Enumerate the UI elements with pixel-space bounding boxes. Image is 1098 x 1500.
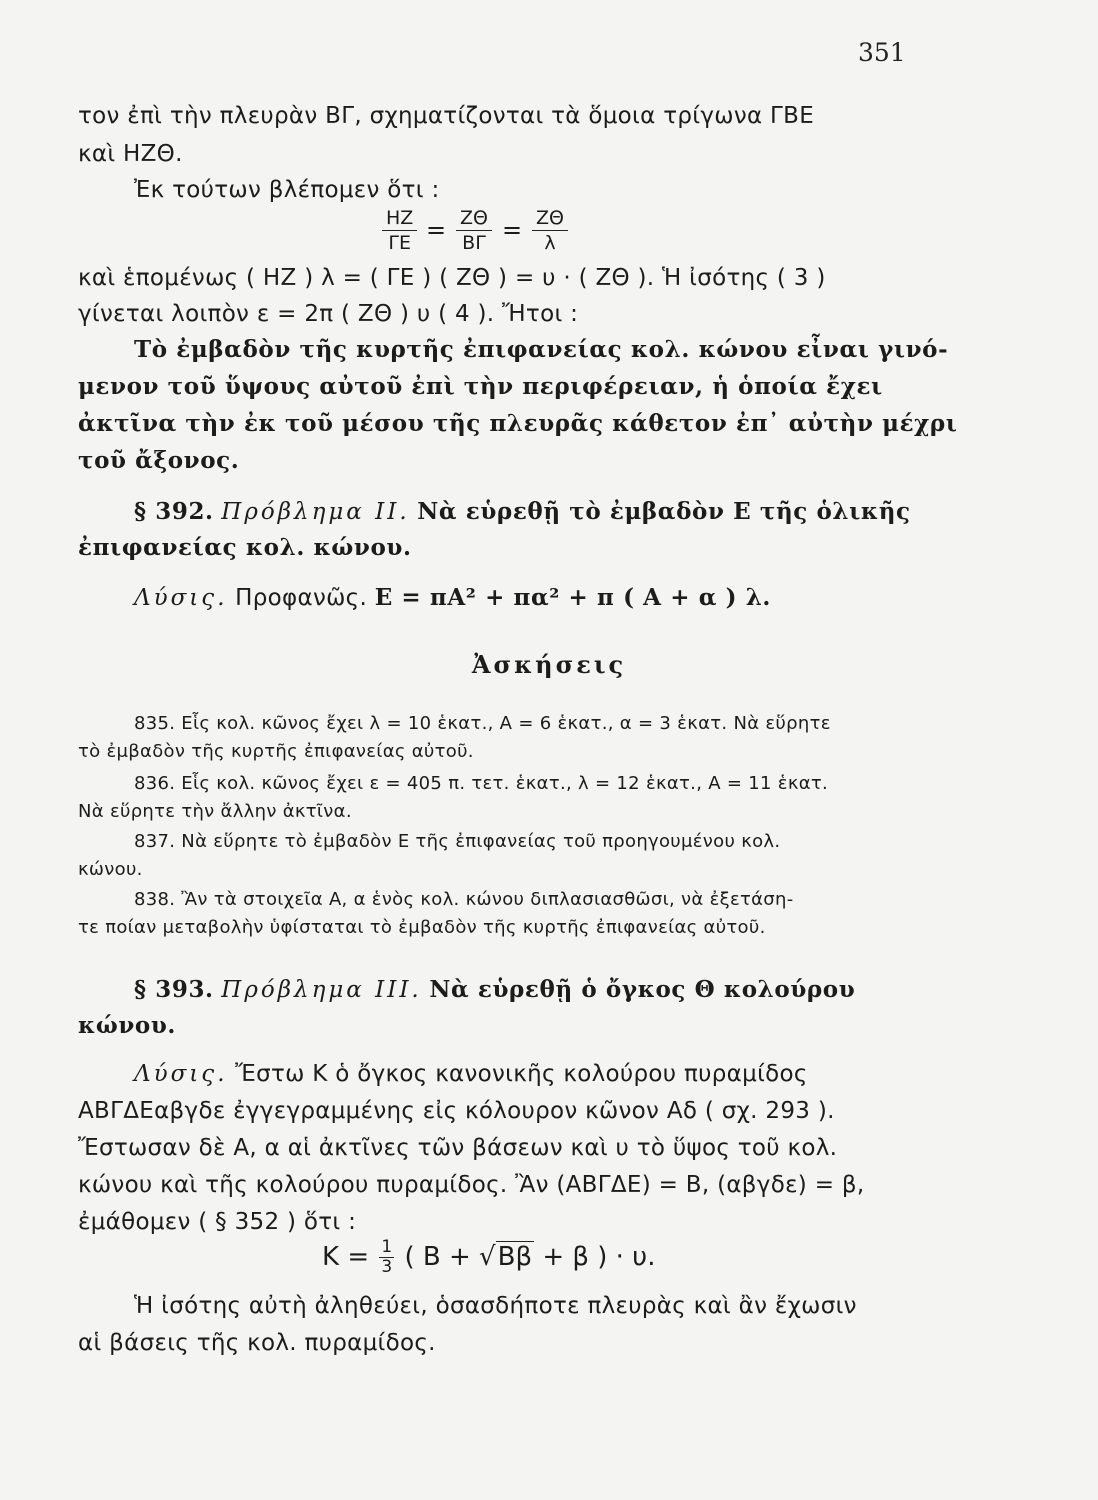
text-line: καὶ ΗΖΘ. — [78, 141, 183, 167]
problem-text: Νὰ εὑρεθῇ τὸ ἐμβαδὸν Ε τῆς ὁλικῆς — [417, 498, 911, 525]
section-heading-line — [134, 498, 911, 526]
exercise-line: τε ποίαν μεταβολὴν ὑφίσταται τὸ ἐμβαδὸν τῆς κυρτῆς ἐπιφανείας αὐτοῦ. — [78, 917, 766, 938]
solution-line — [134, 584, 771, 612]
exercise-line: Νὰ εὕρητε τὴν ἄλλην ἀκτῖνα. — [78, 801, 352, 822]
solution-line — [134, 1060, 808, 1088]
text-line — [78, 1012, 176, 1040]
text-line: ΑΒΓΔΕαβγδε ἐγγεγραμμένης εἰς κόλουρον κῶνον Αδ ( σχ. 293 ). — [78, 1098, 835, 1124]
exercise-line: 838. Ἂν τὰ στοιχεῖα Α, α ἑνὸς κολ. κώνου διπλασιασθῶσι, νὰ ἐξετάση- — [134, 889, 794, 910]
root-radicand: Ββ — [497, 1242, 533, 1272]
volume-formula — [322, 1238, 655, 1277]
solution-label: Λύσις. — [134, 1061, 228, 1087]
exercise-line: κώνου. — [78, 859, 143, 880]
exercises-heading: Ἀσκήσεις — [471, 650, 627, 679]
formula-left: Κ = — [322, 1242, 370, 1272]
text-line: καὶ ἑπομένως ( ΗΖ ) λ = ( ΓΕ ) ( ΖΘ ) = υ · ( ΖΘ ). Ἡ ἰσότης ( 3 ) — [78, 265, 826, 291]
formula-close: + β ) · υ. — [542, 1242, 656, 1272]
root-sign: √ — [479, 1242, 496, 1272]
text-line: αἱ βάσεις τῆς κολ. πυραμίδος. — [78, 1330, 436, 1356]
exercise-line: 835. Εἷς κολ. κῶνος ἔχει λ = 10 ἑκατ., Α = 6 ἑκατ., α = 3 ἑκατ. Νὰ εὕρητε — [134, 713, 831, 734]
fraction — [382, 206, 417, 255]
text-line: ἀκτῖνα τὴν ἐκ τοῦ μέσου τῆς πλευρᾶς κάθετον ἐπ᾽ αὐτὴν μέχρι — [78, 410, 958, 437]
solution-label: Λύσις. — [134, 585, 228, 611]
fraction — [456, 206, 492, 255]
exercise-line: 836. Εἷς κολ. κῶνος ἔχει ε = 405 π. τετ. ἑκατ., λ = 12 ἑκατ., Α = 11 ἑκατ. — [134, 773, 829, 794]
section-number: § 392. — [134, 498, 214, 525]
denominator: 3 — [381, 1257, 393, 1277]
text-line: ἐμάθομεν ( § 352 ) ὅτι : — [78, 1209, 357, 1235]
solution-text: Ἔστω Κ ὁ ὄγκος κανονικῆς κολούρου πυραμίδος — [235, 1061, 808, 1087]
exercise-line: 837. Νὰ εὕρητε τὸ ἐμβαδὸν Ε τῆς ἐπιφανείας τοῦ προηγουμένου κολ. — [134, 831, 781, 852]
text-line — [78, 534, 412, 562]
problem-text: ἐπιφανείας κολ. κώνου. — [78, 534, 412, 561]
problem-label: Πρόβλημα ΙΙΙ. — [221, 977, 422, 1003]
exercise-line: τὸ ἐμβαδὸν τῆς κυρτῆς ἐπιφανείας αὐτοῦ. — [78, 741, 474, 762]
text-line: τον ἐπὶ τὴν πλευρὰν ΒΓ, σχηματίζονται τὰ ὅμοια τρίγωνα ΓΒΕ — [78, 103, 815, 129]
text-line: Ἡ ἰσότης αὐτὴ ἀληθεύει, ὁσασδήποτε πλευρὰς καὶ ἂν ἔχωσιν — [134, 1293, 857, 1319]
problem-label: Πρόβλημα ΙΙ. — [221, 499, 410, 525]
formula: Ε = πΑ² + πα² + π ( Α + α ) λ. — [374, 584, 772, 611]
text-line: Τὸ ἐμβαδὸν τῆς κυρτῆς ἐπιφανείας κολ. κώνου εἶναι γινό- — [134, 336, 949, 363]
page-number: 351 — [858, 38, 906, 67]
numerator: ΖΘ — [456, 206, 492, 231]
numerator: ΗΖ — [382, 206, 417, 231]
numerator: 1 — [381, 1237, 393, 1257]
equals-sign: = — [426, 216, 447, 244]
text-line: γίνεται λοιπὸν ε = 2π ( ΖΘ ) υ ( 4 ). Ἤτοι : — [78, 301, 579, 327]
denominator: λ — [544, 232, 556, 254]
text-line: τοῦ ἄξονος. — [78, 447, 240, 474]
section-number: § 393. — [134, 976, 214, 1003]
denominator: ΒΓ — [462, 232, 486, 254]
denominator: ΓΕ — [388, 232, 411, 254]
text-line: Ἔστωσαν δὲ Α, α αἱ ἀκτῖνες τῶν βάσεων καὶ υ τὸ ὕψος τοῦ κολ. — [78, 1135, 838, 1161]
problem-text: κώνου. — [78, 1012, 177, 1039]
equals-sign: = — [502, 216, 523, 244]
problem-text: Νὰ εὑρεθῇ ὁ ὄγκος Θ κολούρου — [429, 976, 856, 1003]
text-line: Ἐκ τούτων βλέπομεν ὅτι : — [134, 177, 440, 203]
fraction — [532, 206, 568, 255]
text-line: μενον τοῦ ὕψους αὐτοῦ ἐπὶ τὴν περιφέρειαν, ἡ ὁποία ἔχει — [78, 373, 883, 400]
fraction-one-third — [379, 1238, 394, 1277]
text-line: κώνου καὶ τῆς κολούρου πυραμίδος. Ἂν (ΑΒΓΔΕ) = Β, (αβγδε) = β, — [78, 1172, 865, 1198]
solution-text: Προφανῶς. — [235, 585, 368, 611]
numerator: ΖΘ — [532, 206, 568, 231]
formula-open: ( Β + — [404, 1242, 471, 1272]
section-heading-line — [134, 976, 855, 1004]
